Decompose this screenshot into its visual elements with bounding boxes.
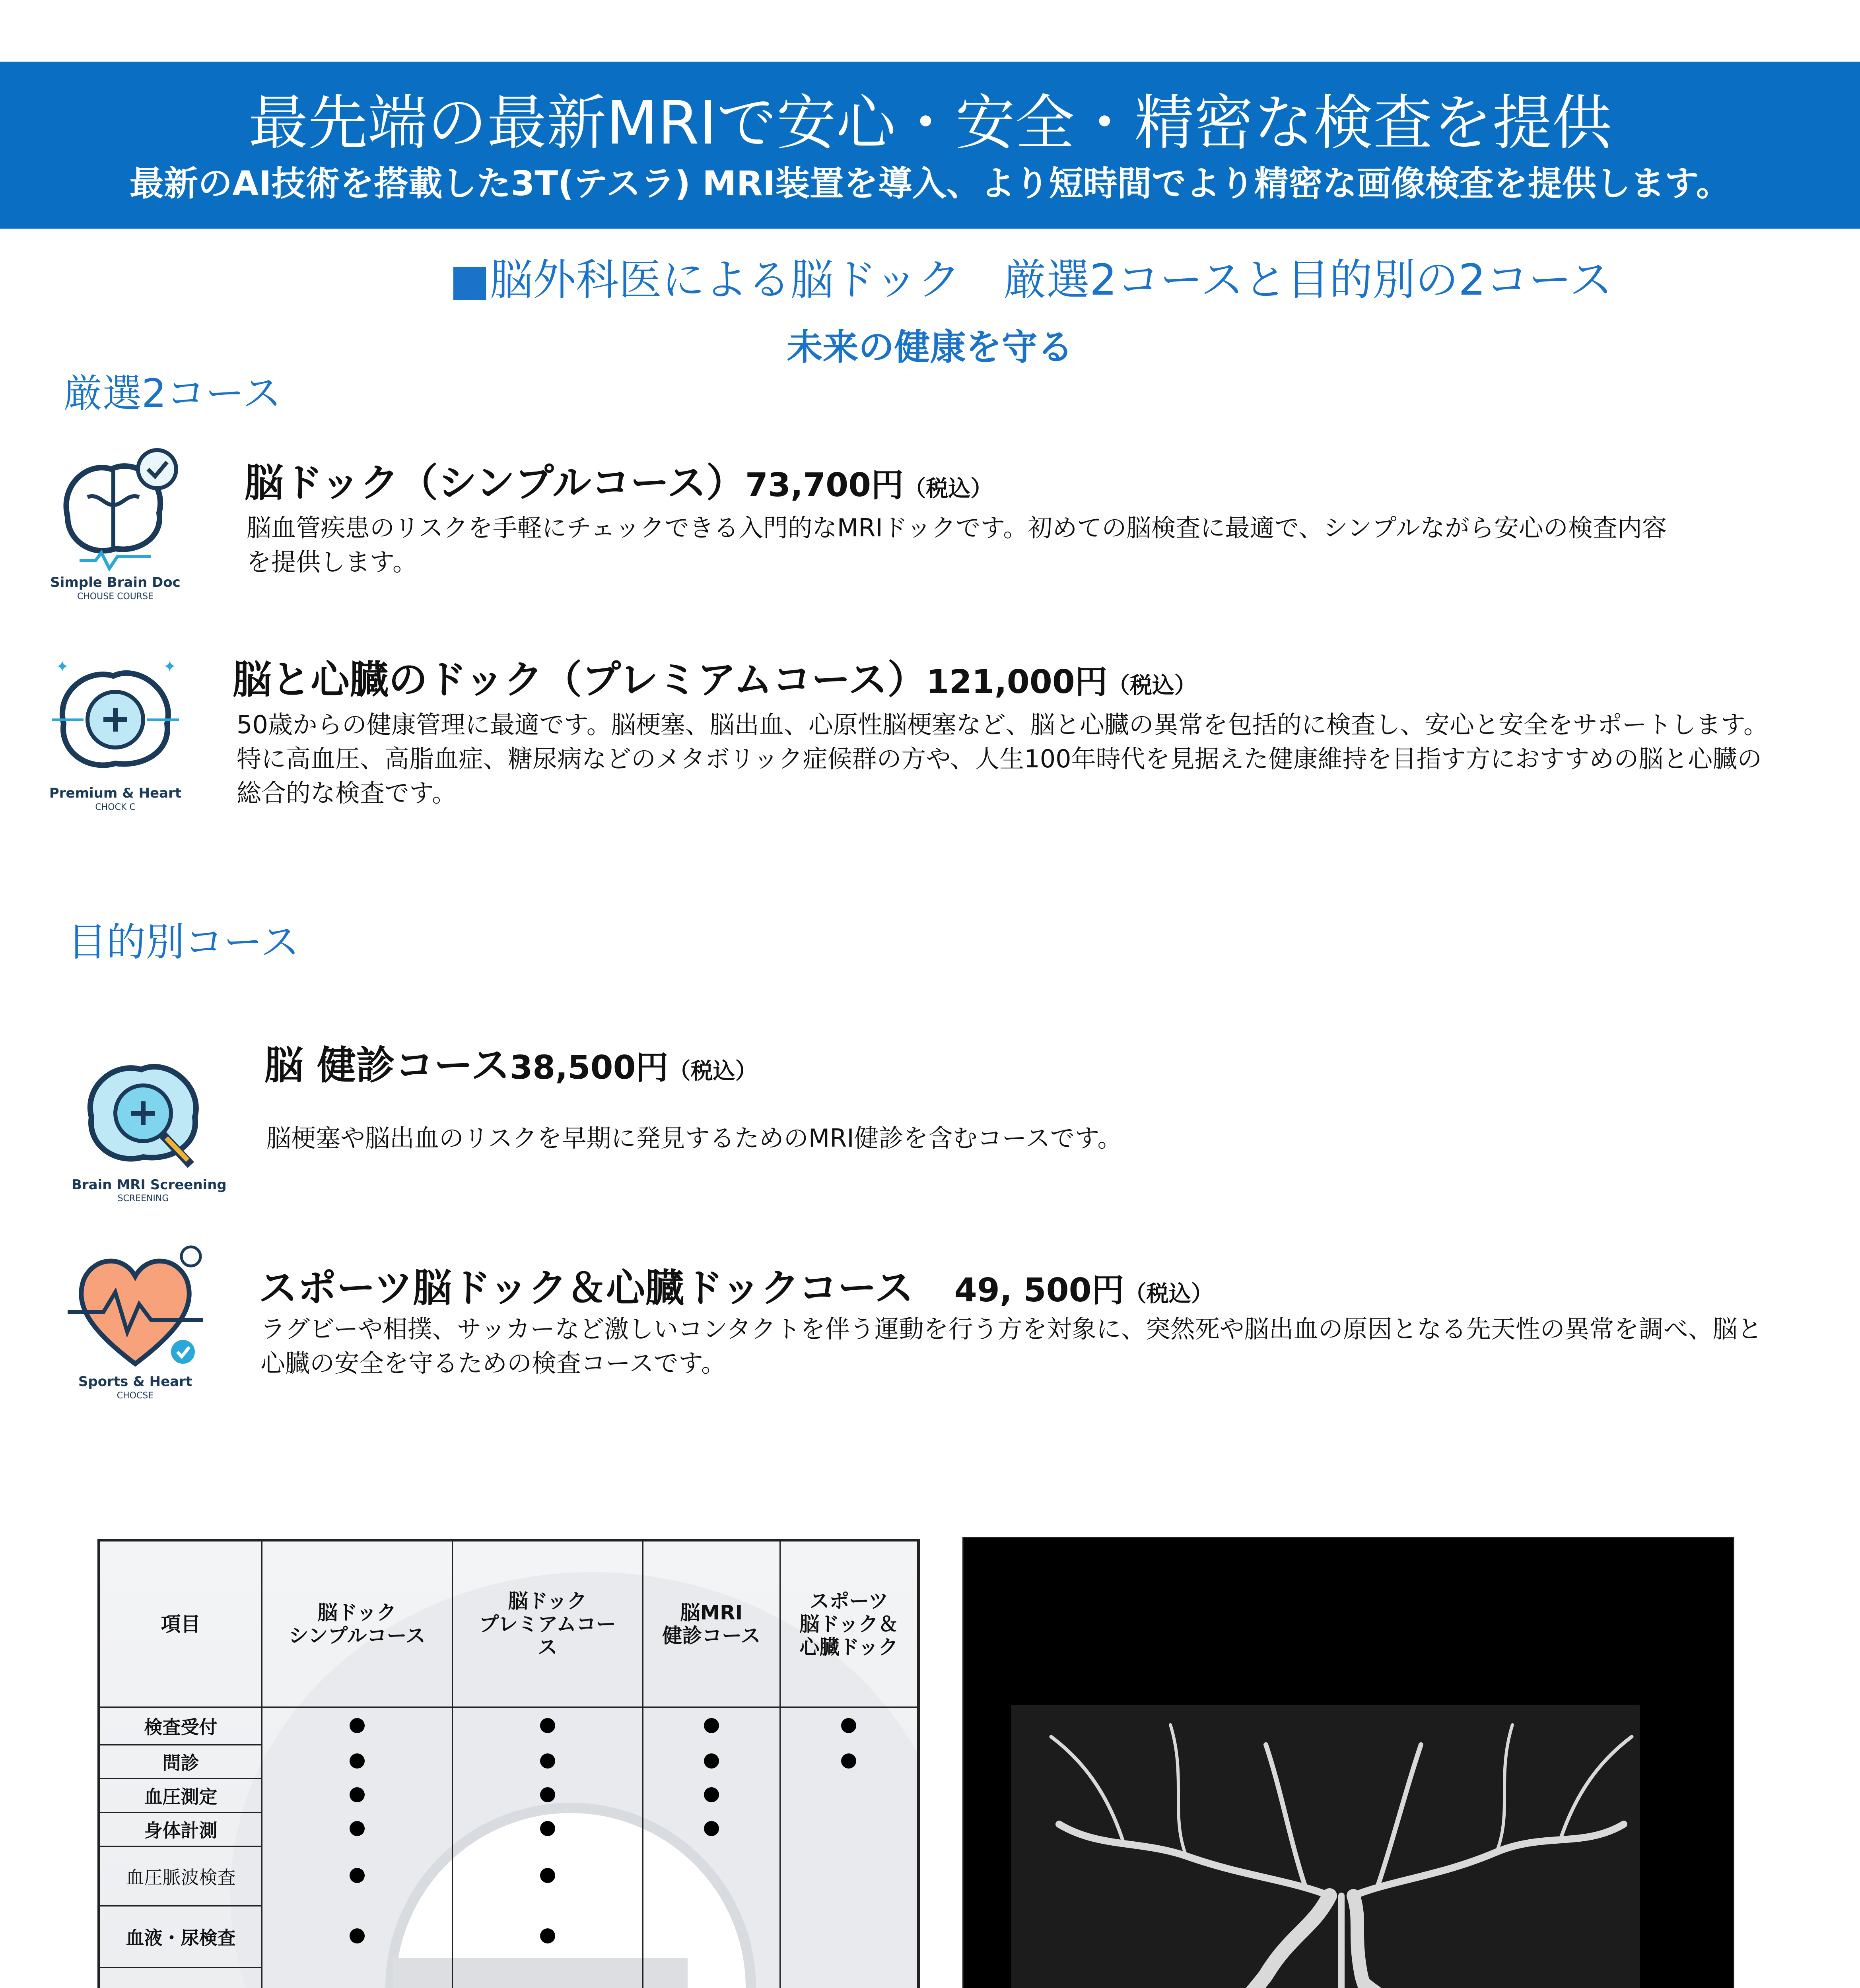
icon-sublabel: CHOUSE COURSE: [77, 592, 154, 602]
icon-label: Simple Brain Doc: [50, 575, 181, 590]
intro-heading: ■脳外科医による脳ドック 厳選2コースと目的別の2コース: [449, 255, 1613, 305]
table-row: [100, 1968, 918, 1988]
included-mark: [704, 1787, 719, 1802]
icon-sublabel: CHOCSE: [117, 1391, 154, 1401]
course-name: 脳ドック（シンプルコース）: [245, 460, 745, 506]
table-cell: [780, 1906, 917, 1968]
table-row-label: 検査受付: [100, 1707, 262, 1745]
tax-note: （税込）: [904, 476, 993, 502]
course-name: 脳と心臓のドック（プレミアムコース）: [233, 657, 927, 703]
included-mark: [540, 1821, 555, 1836]
course-screening-desc: 脳梗塞や脳出血のリスクを早期に発見するためのMRI健診を含むコースです。: [266, 1124, 1122, 1153]
course-icon-premium: [44, 648, 187, 823]
table-header-course: 脳ドック プレミアムコー ス: [452, 1541, 643, 1707]
table-cell: [262, 1779, 453, 1813]
table-cell: [643, 1813, 780, 1846]
svg-text:✦: ✦: [56, 658, 69, 676]
course-premium-desc: 50歳からの健康管理に最適です。脳梗塞、脳出血、心原性脳梗塞など、脳と心臓の異常を包括的に検査し、安心と安全をサポートします。特に高血圧、高脂血症、糖尿病などのメタボリック症候群の方や、人生100年時代を見据えた健康維持を目指す方におすすめの脳と心臓の総合的な検査です。: [237, 710, 1768, 808]
course-screening-title: [264, 1042, 758, 1095]
section-purpose-courses: 目的別コース: [68, 920, 300, 965]
course-price: 73,700円: [745, 466, 904, 504]
table-cell: [452, 1779, 643, 1813]
included-mark: [350, 1928, 365, 1943]
comparison-grid: [99, 1540, 918, 1988]
table-header-item: 項目: [100, 1541, 262, 1707]
included-mark: [540, 1753, 555, 1769]
table-header-course: 脳ドック シンプルコース: [262, 1541, 453, 1707]
course-sports-desc: ラグビーや相撲、サッカーなど激しいコンタクトを伴う運動を行う方を対象に、突然死や脳出血の原因となる先天性の異常を調べ、脳と心臓の安全を守るための検査コースです。: [260, 1314, 1762, 1378]
course-price: 121,000円: [926, 663, 1108, 701]
table-cell: [452, 1707, 643, 1745]
table-row-label: 血圧測定: [100, 1779, 262, 1813]
included-mark: [841, 1753, 856, 1769]
course-simple-desc: 脳血管疾患のリスクを手軽にチェックできる入門的なMRIドックです。初めての脳検査に最適で、シンプルながら安心の検査内容を提供します。: [247, 513, 1667, 577]
table-cell: [452, 1846, 643, 1906]
included-mark: [350, 1753, 365, 1769]
table-cell: [452, 1813, 643, 1846]
table-cell: [780, 1968, 917, 1988]
table-row: [100, 1846, 918, 1906]
course-premium-title: [233, 656, 1197, 710]
page-title: 最先端の最新MRIで安心・安全・精密な検査を提供: [248, 89, 1612, 158]
table-header-course: 脳MRI 健診コース: [643, 1541, 780, 1707]
icon-label: Premium & Heart: [49, 785, 182, 801]
included-mark: [704, 1821, 719, 1836]
included-mark: [841, 1718, 856, 1733]
mra-vessels-image: [964, 1538, 1733, 1988]
table-cell: [643, 1846, 780, 1906]
table-cell: [452, 1906, 643, 1968]
included-mark: [540, 1787, 555, 1802]
heart-pulse-icon: [64, 1237, 207, 1380]
table-cell: [780, 1707, 917, 1745]
table-row: [100, 1745, 918, 1779]
table-row: [100, 1779, 918, 1813]
included-mark: [350, 1868, 365, 1883]
table-row-label: 問診: [100, 1745, 262, 1779]
mra-image: [962, 1537, 1734, 1988]
table-cell: [262, 1846, 453, 1906]
table-cell: [780, 1779, 917, 1813]
table-cell: [643, 1745, 780, 1779]
table-row: [100, 1813, 918, 1846]
table-cell: [262, 1745, 453, 1779]
included-mark: [540, 1718, 555, 1733]
table-cell: [780, 1813, 917, 1846]
course-name: スポーツ脳ドック＆心臓ドックコース: [258, 1266, 914, 1311]
table-cell: [643, 1968, 780, 1988]
table-row-label: 身体計測: [100, 1813, 262, 1846]
table-cell: [452, 1968, 643, 1988]
included-mark: [350, 1787, 365, 1802]
brain-magnifier-icon: [72, 1046, 215, 1189]
icon-label: Brain MRI Screening: [72, 1177, 227, 1193]
table-cell: [780, 1846, 917, 1906]
table-cell: [780, 1745, 917, 1779]
course-comparison-table: [97, 1539, 920, 1988]
svg-text:✦: ✦: [163, 658, 177, 676]
page-subtitle: 最新のAI技術を搭載した3T(テスラ) MRI装置を導入、より短時間でより精密な画像検査を提供します。: [129, 164, 1731, 204]
course-simple-title: [245, 459, 993, 513]
included-mark: [540, 1928, 555, 1943]
included-mark: [704, 1753, 719, 1769]
included-mark: [540, 1868, 555, 1883]
table-cell: [452, 1745, 643, 1779]
intro-tagline: 未来の健康を守る: [787, 326, 1073, 368]
icon-sublabel: SCREENING: [117, 1194, 169, 1204]
icon-label: Sports & Heart: [78, 1374, 192, 1390]
table-header-course: スポーツ 脳ドック＆ 心臓ドック: [780, 1541, 917, 1707]
included-mark: [350, 1821, 365, 1836]
table-cell: [262, 1707, 453, 1745]
table-cell: [643, 1906, 780, 1968]
table-row: [100, 1906, 918, 1968]
included-mark: [704, 1718, 719, 1733]
table-cell: [262, 1968, 453, 1988]
tax-note: （税込）: [1107, 673, 1197, 699]
brain-heart-icon: [44, 648, 187, 791]
table-cell: [643, 1779, 780, 1813]
course-name: 脳 健診コース: [264, 1043, 510, 1088]
course-price: 49, 500円: [954, 1272, 1124, 1309]
icon-sublabel: CHOCK C: [95, 802, 136, 812]
course-sports-title: [258, 1264, 1213, 1318]
table-row: [100, 1707, 918, 1745]
tax-note: （税込）: [668, 1058, 758, 1084]
table-cell: [643, 1707, 780, 1745]
included-mark: [350, 1718, 365, 1733]
table-cell: [262, 1813, 453, 1846]
table-row-label: 血液・尿検査: [100, 1906, 262, 1968]
section-selected-courses: 厳選2コース: [64, 371, 282, 416]
table-row-label: 血圧脈波検査: [100, 1846, 262, 1906]
tax-note: （税込）: [1124, 1281, 1213, 1307]
course-price: 38,500円: [510, 1049, 669, 1087]
course-icon-simple: [44, 437, 187, 612]
table-row-label: [100, 1968, 262, 1988]
brain-check-icon: [44, 437, 187, 580]
table-cell: [262, 1906, 453, 1968]
course-icon-sports: [64, 1237, 207, 1411]
course-icon-screening: [72, 1046, 227, 1221]
